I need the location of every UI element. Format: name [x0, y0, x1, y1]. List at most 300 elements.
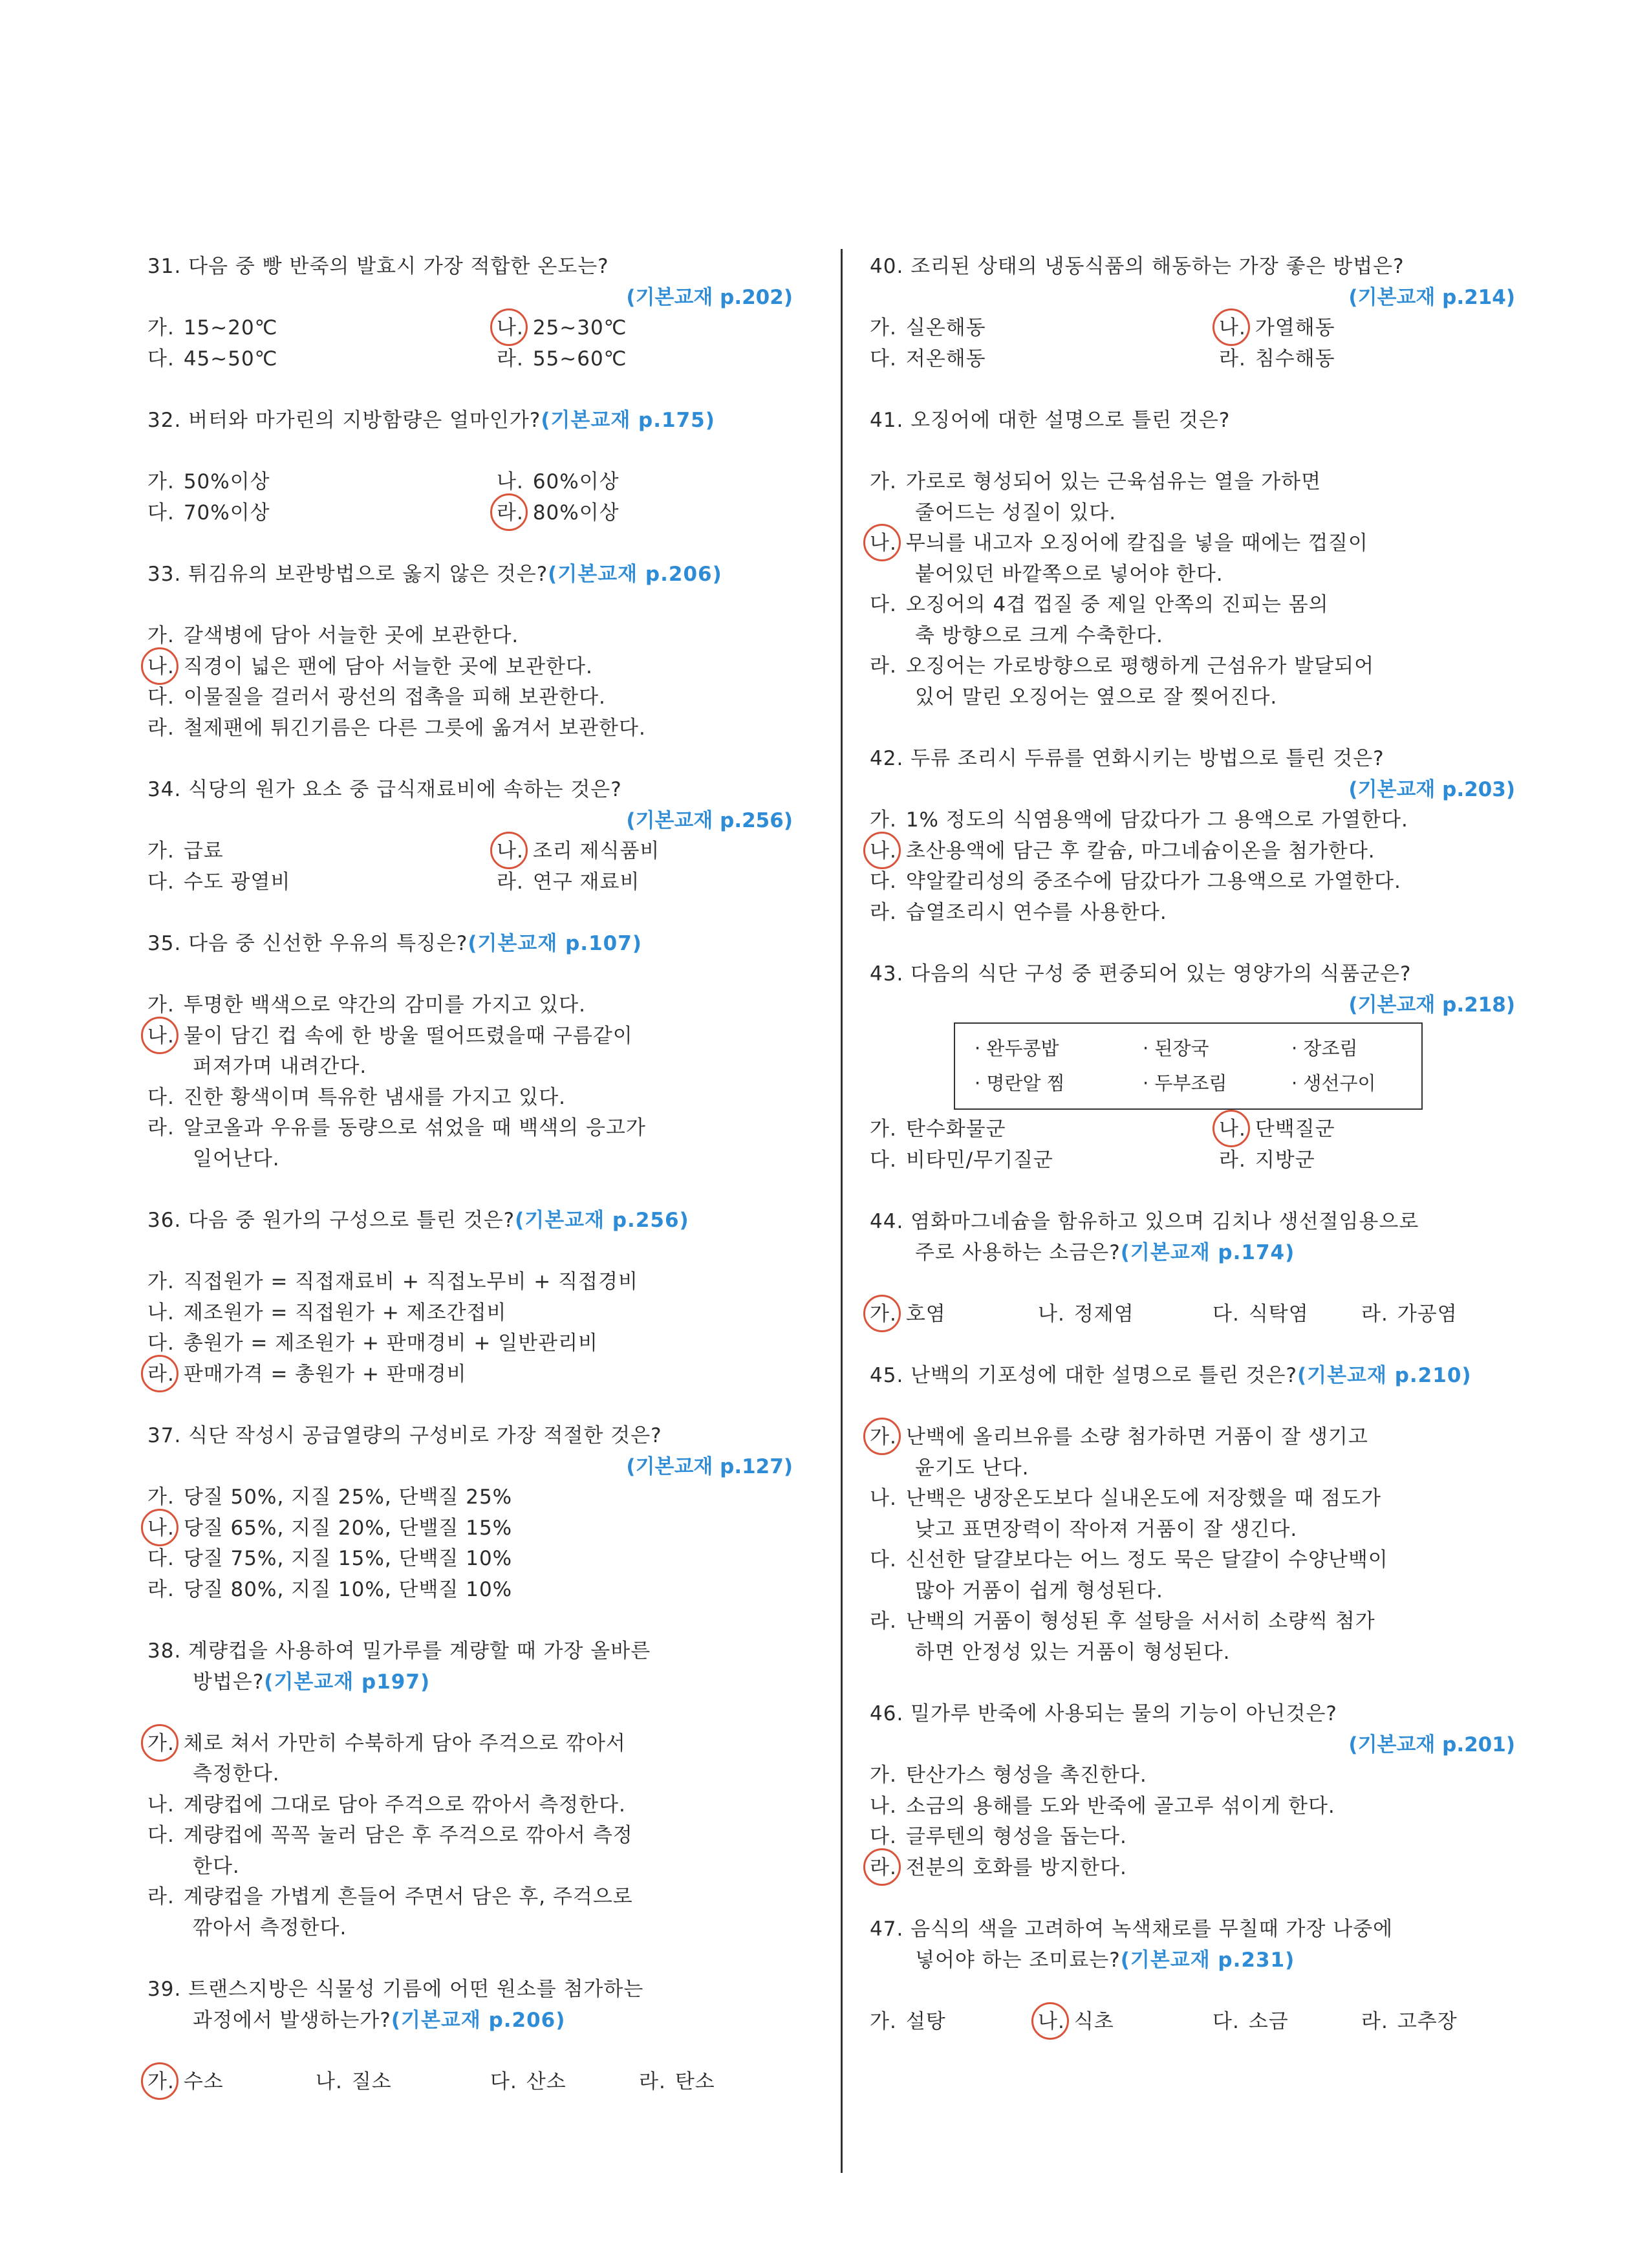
option-marker: 다.	[870, 870, 897, 893]
option-text: 25~30℃	[532, 316, 627, 340]
option-letter: 가	[147, 316, 167, 340]
option-continuation[interactable]	[193, 1758, 280, 1789]
option-letter: 가	[870, 1764, 890, 1787]
option-marker: 라.	[147, 1577, 175, 1601]
option-가[interactable]	[147, 1482, 512, 1513]
option-가[interactable]	[870, 1114, 1006, 1145]
option-나[interactable]	[1219, 312, 1335, 343]
textbook-reference: (기본교재 p.127)	[626, 1454, 793, 1478]
answer-circle-mark	[490, 308, 528, 346]
option-letter: 다	[147, 686, 167, 709]
option-marker: 라.	[497, 347, 524, 371]
answer-circle-mark	[141, 1509, 178, 1546]
option-continuation[interactable]	[915, 1637, 1231, 1668]
option-letter: 라	[870, 900, 890, 924]
option-text: 고추장	[1397, 2009, 1458, 2033]
option-text: 질소	[351, 2069, 392, 2093]
option-marker: 가.	[870, 2009, 897, 2033]
option-가[interactable]	[147, 312, 278, 343]
option-continuation[interactable]	[193, 1051, 367, 1082]
question-text: 31. 다음 중 빵 반죽의 발효시 가장 적합한 온도는?	[147, 255, 609, 278]
option-letter: 나	[316, 2069, 336, 2093]
option-text: 직접원가 = 직접재료비 + 직접노무비 + 직접경비	[183, 1270, 638, 1293]
option-text: 70%이상	[183, 501, 270, 524]
question-text: 36. 다음 중 원가의 구성으로 틀린 것은?	[147, 1209, 515, 1232]
option-marker: 다.	[147, 1332, 175, 1355]
question-text: 37. 식단 작성시 공급열량의 구성비로 가장 적절한 것은?	[147, 1424, 662, 1447]
option-라[interactable]	[1219, 343, 1335, 374]
option-marker: 라.	[1361, 1302, 1388, 1326]
question-text: 35. 다음 중 신선한 우유의 특징은?	[147, 932, 468, 955]
menu-item: · 생선구이	[1291, 1072, 1376, 1094]
option-가[interactable]	[870, 805, 1408, 836]
option-letter: 라	[147, 1362, 167, 1386]
option-marker: 나.	[316, 2069, 343, 2093]
option-marker: 다.	[870, 593, 897, 616]
option-라[interactable]	[497, 867, 640, 898]
option-letter: 나	[870, 1487, 890, 1510]
option-marker: 다.	[147, 1824, 175, 1847]
question-text: 과정에서 발생하는가?	[193, 2008, 391, 2032]
option-text: 설탕	[905, 2009, 946, 2033]
option-letter: 가	[147, 1731, 167, 1755]
option-letter: 다	[147, 1085, 167, 1109]
option-text: 글루텐의 형성을 돕는다.	[905, 1825, 1127, 1848]
option-라[interactable]	[639, 2066, 715, 2097]
option-marker: 다.	[870, 1548, 897, 1571]
option-letter: 라	[1219, 347, 1239, 371]
option-라[interactable]	[497, 343, 627, 374]
answer-circle-mark	[141, 647, 178, 685]
option-라[interactable]	[497, 497, 620, 528]
option-marker: 라.	[870, 900, 897, 924]
answer-circle-mark	[863, 1295, 901, 1332]
answer-circle-mark	[1212, 308, 1250, 346]
option-text: 당질 65%, 지질 20%, 단밸질 15%	[183, 1516, 513, 1540]
option-text: 철제팬에 튀긴기름은 다른 그릇에 옮겨서 보관한다.	[183, 716, 646, 740]
option-letter: 라	[147, 716, 167, 740]
option-text: 윤기도 난다.	[915, 1456, 1029, 1480]
option-가[interactable]	[147, 836, 224, 867]
option-letter: 라	[1361, 1302, 1381, 1326]
option-text: 축 방향으로 크게 수축한다.	[915, 623, 1163, 647]
answer-circle-mark	[490, 493, 528, 531]
option-가[interactable]	[870, 466, 1321, 497]
option-text: 소금의 용해를 도와 반죽에 골고루 섞이게 한다.	[905, 1794, 1335, 1818]
question-text: 47. 음식의 색을 고려하여 녹색채로를 무칠때 가장 나중에	[870, 1917, 1394, 1941]
answer-circle-mark	[863, 524, 901, 561]
answer-circle-mark	[863, 1418, 901, 1455]
option-letter: 가	[870, 1425, 890, 1449]
option-가[interactable]	[147, 620, 519, 651]
option-marker: 다.	[870, 347, 897, 371]
option-letter: 라	[147, 1885, 167, 1908]
menu-item: · 명란알 찜	[975, 1072, 1065, 1094]
option-marker: 라.	[497, 870, 524, 894]
option-text: 난백의 거품이 형성된 후 설탕을 서서히 소량씩 첨가	[905, 1610, 1375, 1633]
option-나[interactable]	[316, 2066, 392, 2097]
option-text: 신선한 달걀보다는 어느 정도 묵은 달걀이 수양난백이	[905, 1548, 1388, 1571]
option-다[interactable]	[870, 1544, 1388, 1575]
option-text: 난백에 올리브유를 소량 첨가하면 거품이 잘 생기고	[905, 1425, 1368, 1449]
option-letter: 나	[1038, 1302, 1058, 1326]
option-text: 45~50℃	[183, 347, 278, 371]
option-text: 15~20℃	[183, 316, 278, 340]
option-라[interactable]	[870, 897, 1167, 928]
option-다[interactable]	[147, 343, 278, 374]
option-marker: 다.	[1212, 1302, 1240, 1326]
question-stem	[147, 1974, 643, 2005]
option-text: 약알칼리성의 중조수에 담갔다가 그용액으로 가열한다.	[905, 870, 1401, 893]
option-나[interactable]	[870, 528, 1368, 559]
option-marker: 라.	[870, 1610, 897, 1633]
option-letter: 가	[870, 1302, 890, 1326]
answer-circle-mark	[490, 832, 528, 869]
option-text: 총원가 = 제조원가 + 판매경비 + 일반관리비	[183, 1332, 598, 1355]
option-text: 진한 황색이며 특유한 냄새를 가지고 있다.	[183, 1085, 566, 1109]
option-continuation[interactable]	[915, 1575, 1163, 1606]
question-stem	[147, 405, 715, 436]
option-라[interactable]	[870, 1852, 1127, 1883]
option-marker: 라.	[147, 1885, 175, 1908]
option-marker: 가.	[147, 470, 175, 493]
textbook-reference: (기본교재 p.218)	[1348, 993, 1515, 1017]
question-stem	[915, 1945, 1295, 1976]
textbook-reference-line	[626, 282, 793, 313]
option-letter: 라	[870, 1855, 890, 1879]
question-text: 44. 염화마그네슘을 함유하고 있으며 김치나 생선절임용으로	[870, 1210, 1419, 1233]
option-letter: 나	[870, 1794, 890, 1818]
option-나[interactable]	[147, 1789, 626, 1820]
option-text: 전분의 호화를 방지한다.	[905, 1855, 1127, 1879]
option-letter: 가	[147, 839, 167, 863]
answer-circle-mark	[863, 1848, 901, 1886]
option-text: 가열해동	[1255, 316, 1335, 340]
option-다[interactable]	[147, 867, 290, 898]
option-letter: 가	[147, 1270, 167, 1293]
option-letter: 다	[870, 1148, 890, 1172]
option-marker: 나.	[497, 836, 524, 867]
menu-item: · 된장국	[1143, 1037, 1209, 1059]
question-text: 46. 밀가루 반죽에 사용되는 물의 기능이 아닌것은?	[870, 1702, 1337, 1725]
option-가[interactable]	[870, 1760, 1147, 1791]
option-나[interactable]	[147, 1513, 512, 1544]
option-text: 산소	[526, 2069, 566, 2093]
option-marker: 라.	[147, 1116, 175, 1139]
option-marker: 가.	[870, 808, 897, 832]
option-text: 난백은 냉장온도보다 실내온도에 저장했을 때 점도가	[905, 1487, 1381, 1510]
option-나[interactable]	[1038, 2006, 1114, 2037]
option-다[interactable]	[870, 343, 986, 374]
textbook-reference-line	[626, 1451, 793, 1482]
option-letter: 다	[147, 1332, 167, 1355]
option-가[interactable]	[870, 312, 986, 343]
option-marker: 가.	[870, 1299, 897, 1330]
option-다[interactable]	[870, 866, 1401, 897]
option-나[interactable]	[870, 836, 1375, 867]
option-letter: 다	[147, 1824, 167, 1847]
option-나[interactable]	[870, 1483, 1381, 1514]
option-라[interactable]	[1361, 1299, 1458, 1330]
question-stem	[147, 928, 642, 959]
option-continuation[interactable]	[193, 1851, 240, 1882]
option-text: 직경이 넓은 팬에 담아 서늘한 곳에 보관한다.	[183, 654, 593, 678]
option-text: 계량컵에 꼭꼭 눌러 담은 후 주걱으로 깎아서 측정	[183, 1824, 633, 1847]
option-나[interactable]	[1038, 1299, 1134, 1330]
option-marker: 가.	[147, 1728, 175, 1759]
option-letter: 나	[147, 1024, 167, 1048]
option-marker: 라.	[1219, 347, 1246, 371]
option-text: 초산용액에 담근 후 칼슘, 마그네슘이온을 첨가한다.	[905, 839, 1375, 863]
option-letter: 다	[870, 870, 890, 893]
option-text: 급료	[183, 839, 224, 863]
option-text: 저온해동	[905, 347, 986, 371]
option-letter: 나	[1038, 2009, 1058, 2033]
question-text: 넣어야 하는 조미료는?	[915, 1948, 1121, 1972]
question-text: 방법은?	[193, 1670, 264, 1694]
option-text: 습열조리시 연수를 사용한다.	[905, 900, 1167, 924]
option-가[interactable]	[147, 989, 586, 1021]
option-marker: 나.	[147, 1301, 175, 1324]
option-text: 60%이상	[532, 470, 620, 493]
option-다[interactable]	[147, 682, 606, 713]
option-letter: 라	[639, 2069, 659, 2093]
option-가[interactable]	[870, 1299, 946, 1330]
menu-item: · 장조림	[1291, 1037, 1358, 1059]
option-letter: 가	[147, 624, 167, 647]
option-text: 투명한 백색으로 약간의 감미를 가지고 있다.	[183, 993, 586, 1017]
textbook-reference: (기본교재 p.175)	[541, 409, 715, 432]
option-continuation[interactable]	[915, 682, 1277, 713]
question-stem	[870, 251, 1405, 282]
option-라[interactable]	[870, 651, 1374, 682]
option-letter: 나	[497, 470, 517, 493]
question-text: 45. 난백의 기포성에 대한 설명으로 틀린 것은?	[870, 1364, 1297, 1387]
option-text: 체로 쳐서 가만히 수북하게 담아 주걱으로 깎아서	[183, 1731, 626, 1755]
option-라[interactable]	[870, 1606, 1375, 1637]
option-marker: 나.	[1038, 2006, 1065, 2037]
option-text: 소금	[1248, 2009, 1289, 2033]
option-다[interactable]	[147, 1820, 633, 1851]
option-라[interactable]	[147, 1881, 633, 1912]
option-text: 낮고 표면장력이 작아져 거품이 잘 생긴다.	[915, 1517, 1298, 1541]
question-stem	[147, 559, 722, 590]
option-text: 지방군	[1255, 1148, 1315, 1172]
option-나[interactable]	[147, 1021, 633, 1052]
option-text: 식탁염	[1248, 1302, 1309, 1326]
option-text: 계량컵에 그대로 담아 주걱으로 깎아서 측정한다.	[183, 1793, 626, 1817]
option-letter: 나	[870, 532, 890, 555]
option-text: 물이 담긴 컵 속에 한 방울 떨어뜨렸을때 구름같이	[183, 1024, 633, 1048]
answer-circle-mark	[141, 1017, 178, 1054]
option-marker: 라.	[497, 497, 524, 528]
option-나[interactable]	[1219, 1114, 1335, 1145]
option-다[interactable]	[147, 497, 270, 528]
option-letter: 다	[870, 347, 890, 371]
option-continuation[interactable]	[915, 1514, 1297, 1545]
option-text: 당질 50%, 지질 25%, 단백질 25%	[183, 1485, 513, 1509]
option-marker: 가.	[147, 839, 175, 863]
option-text: 55~60℃	[532, 347, 627, 371]
option-라[interactable]	[147, 1359, 467, 1390]
option-marker: 나.	[497, 312, 524, 343]
option-나[interactable]	[870, 1791, 1335, 1822]
option-marker: 나.	[147, 1513, 175, 1544]
option-다[interactable]	[147, 1543, 512, 1574]
textbook-reference-line	[626, 805, 793, 836]
question-text: 32. 버터와 마가린의 지방함량은 얼마인가?	[147, 409, 541, 432]
option-다[interactable]	[147, 1082, 566, 1113]
question-text: 41. 오징어에 대한 설명으로 틀린 것은?	[870, 409, 1231, 432]
answer-circle-mark	[1031, 2002, 1069, 2040]
textbook-reference: (기본교재 p.210)	[1297, 1364, 1472, 1387]
option-marker: 다.	[147, 1085, 175, 1109]
option-continuation[interactable]	[915, 559, 1223, 590]
option-라[interactable]	[1361, 2006, 1458, 2037]
option-letter: 다	[147, 1547, 167, 1570]
answer-circle-mark	[1212, 1110, 1250, 1147]
option-letter: 가	[870, 1118, 890, 1141]
option-letter: 라	[870, 1610, 890, 1633]
option-라[interactable]	[147, 1574, 512, 1605]
textbook-reference: (기본교재 p.107)	[468, 932, 642, 955]
option-text: 비타민/무기질군	[905, 1148, 1053, 1172]
option-text: 단백질군	[1255, 1118, 1335, 1141]
option-text: 한다.	[193, 1854, 240, 1878]
option-letter: 나	[147, 1793, 167, 1817]
option-가[interactable]	[147, 1728, 626, 1759]
option-marker: 가.	[147, 624, 175, 647]
option-나[interactable]	[497, 312, 627, 343]
answer-circle-mark	[141, 1355, 178, 1392]
textbook-reference: (기본교재 p.206)	[391, 2008, 566, 2032]
option-text: 판매가격 = 총원가 + 판매경비	[183, 1362, 467, 1386]
option-라[interactable]	[147, 713, 646, 744]
option-continuation[interactable]	[915, 620, 1163, 651]
question-text: 43. 다음의 식단 구성 중 편중되어 있는 영양가의 식품군은?	[870, 962, 1412, 986]
option-marker: 다.	[147, 347, 175, 371]
menu-item: · 두부조림	[1143, 1072, 1227, 1094]
option-marker: 나.	[1219, 312, 1246, 343]
option-가[interactable]	[147, 2066, 224, 2097]
menu-item: · 완두콩밥	[975, 1037, 1059, 1059]
option-letter: 다	[147, 347, 167, 371]
option-나[interactable]	[497, 466, 620, 497]
option-가[interactable]	[147, 466, 270, 497]
option-다[interactable]	[870, 1821, 1127, 1852]
option-letter: 가	[870, 316, 890, 340]
option-나[interactable]	[497, 836, 660, 867]
option-marker: 라.	[147, 716, 175, 740]
option-letter: 나	[497, 839, 517, 863]
textbook-reference-line	[1348, 989, 1515, 1021]
option-marker: 나.	[870, 836, 897, 867]
menu-box	[954, 1022, 1423, 1110]
option-letter: 다	[1212, 1302, 1233, 1326]
option-text: 식초	[1073, 2009, 1114, 2033]
option-marker: 다.	[147, 501, 175, 524]
option-text: 깎아서 측정한다.	[193, 1916, 347, 1939]
option-marker: 가.	[147, 993, 175, 1017]
option-나[interactable]	[147, 1297, 506, 1328]
option-다[interactable]	[490, 2066, 566, 2097]
question-stem	[193, 2005, 565, 2036]
option-letter: 나	[147, 1516, 167, 1540]
option-text: 제조원가 = 직접원가 + 제조간접비	[183, 1301, 507, 1324]
option-letter: 가	[147, 993, 167, 1017]
option-text: 탄소	[674, 2069, 715, 2093]
option-letter: 다	[147, 870, 167, 894]
question-stem	[870, 1914, 1393, 1945]
option-letter: 라	[497, 501, 517, 524]
option-letter: 가	[870, 808, 890, 832]
option-marker: 가.	[147, 1485, 175, 1509]
option-text: 1% 정도의 식염용액에 담갔다가 그 용액으로 가열한다.	[905, 808, 1408, 832]
question-text: 33. 튀김유의 보관방법으로 옳지 않은 것은?	[147, 563, 548, 586]
option-marker: 다.	[490, 2069, 517, 2093]
option-letter: 나	[497, 316, 517, 340]
option-다[interactable]	[1212, 2006, 1289, 2037]
option-marker: 나.	[1038, 1302, 1065, 1326]
textbook-reference: (기본교재 p.214)	[1348, 285, 1515, 309]
option-라[interactable]	[147, 1112, 646, 1143]
textbook-reference: (기본교재 p197)	[264, 1670, 431, 1694]
option-letter: 다	[147, 501, 167, 524]
option-다[interactable]	[147, 1328, 598, 1359]
option-다[interactable]	[870, 589, 1329, 620]
question-text: 38. 계량컵을 사용하여 밀가루를 계량할 때 가장 올바른	[147, 1639, 651, 1663]
option-marker: 가.	[147, 2066, 175, 2097]
option-continuation[interactable]	[193, 1912, 347, 1943]
question-stem	[870, 1698, 1337, 1729]
option-text: 가로로 형성되어 있는 근육섬유는 열을 가하면	[905, 470, 1322, 493]
option-가[interactable]	[870, 2006, 946, 2037]
option-text: 무늬를 내고자 오징어에 칼집을 넣을 때에는 껍질이	[905, 532, 1368, 555]
option-라[interactable]	[1219, 1145, 1315, 1176]
option-text: 가공염	[1397, 1302, 1458, 1326]
question-text: 39. 트랜스지방은 식물성 기름에 어떤 원소를 첨가하는	[147, 1978, 644, 2001]
option-letter: 가	[147, 2069, 167, 2093]
option-marker: 라.	[1361, 2009, 1388, 2033]
option-marker: 다.	[147, 686, 175, 709]
option-marker: 나.	[147, 1021, 175, 1052]
option-다[interactable]	[1212, 1299, 1309, 1330]
question-stem	[870, 1206, 1419, 1237]
option-marker: 가.	[147, 1270, 175, 1293]
option-letter: 나	[870, 839, 890, 863]
option-나[interactable]	[147, 651, 593, 682]
option-가[interactable]	[870, 1421, 1368, 1453]
option-text: 당질 75%, 지질 15%, 단백질 10%	[183, 1547, 513, 1570]
option-letter: 다	[870, 593, 890, 616]
option-marker: 나.	[147, 651, 175, 682]
option-text: 탄산가스 형성을 촉진한다.	[905, 1764, 1147, 1787]
option-marker: 라.	[147, 1359, 175, 1390]
question-stem	[147, 251, 609, 282]
option-letter: 라	[147, 1577, 167, 1601]
option-continuation[interactable]	[193, 1143, 280, 1174]
option-marker: 다.	[870, 1148, 897, 1172]
option-continuation[interactable]	[915, 497, 1116, 528]
option-text: 알코올과 우유를 동량으로 섞었을 때 백색의 응고가	[183, 1116, 646, 1139]
question-text: 42. 두류 조리시 두류를 연화시키는 방법으로 틀린 것은?	[870, 747, 1385, 770]
option-continuation[interactable]	[915, 1453, 1029, 1484]
option-가[interactable]	[147, 1266, 638, 1297]
option-다[interactable]	[870, 1145, 1053, 1176]
option-text: 많아 거품이 쉽게 형성된다.	[915, 1579, 1163, 1603]
option-marker: 나.	[497, 470, 524, 493]
option-marker: 가.	[870, 1764, 897, 1787]
